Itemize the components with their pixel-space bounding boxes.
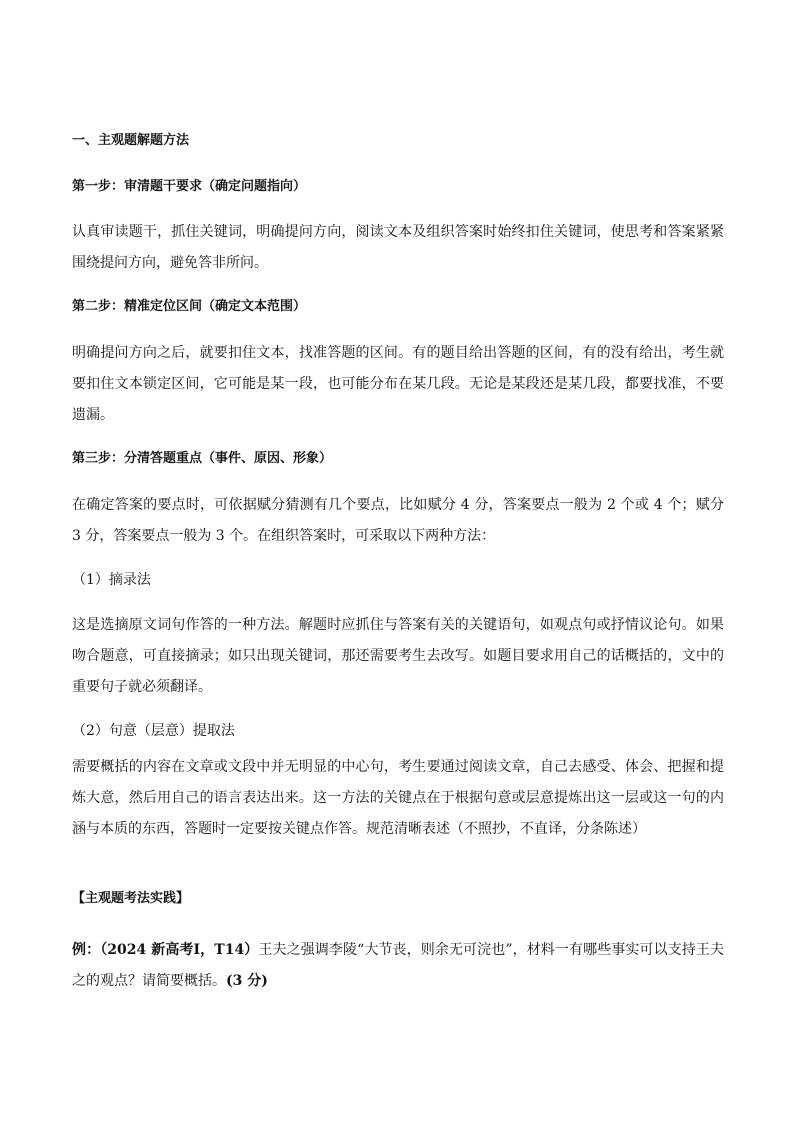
step3-heading: 第三步：分清答题重点（事件、原因、形象） — [72, 451, 333, 466]
step3-body: 在确定答案的要点时，可依据赋分猜测有几个要点，比如赋分 4 分，答案要点一般为 2 个或 4 个；赋分 3 分，答案要点一般为 3 个。在组织答案时，可采取以下两种方法： — [72, 497, 724, 544]
method2-body: 需要概括的内容在文章或文段中并无明显的中心句，考生要通过阅读文章，自己去感受、体会、把握和提炼大意，然后用自己的语言表达出来。这一方法的关键点在于根据句意或层意提炼出这一层或这一句的内涵与本质的东西，答题时一定要按关键点作答。规范清晰表述（不照抄，不直译，分条陈述） — [72, 759, 724, 837]
section-title: 一、主观题解题方法 — [72, 133, 190, 148]
step2-heading: 第二步：精准定位区间（确定文本范围） — [72, 299, 307, 314]
example-label: 例：（2024 新高考Ⅰ，T14） — [72, 942, 259, 958]
example-question — [72, 935, 724, 997]
method1-title: （1）摘录法 — [72, 572, 151, 588]
practice-title: 【主观题考法实践】 — [72, 891, 190, 906]
step1-body: 认真审读题干，抓住关键词，明确提问方向，阅读文本及组织答案时始终扣住关键词，使思考和答案紧紧围绕提问方向，避免答非所问。 — [72, 224, 724, 271]
method2-title: （2）句意（层意）提取法 — [72, 723, 235, 739]
method1-body: 这是选摘原文词句作答的一种方法。解题时应抓住与答案有关的关键语句，如观点句或抒情议论句。如果吻合题意，可直接摘录；如只出现关键词，那还需要考生去改写。如题目要求用自己的话概括的，文中的重要句子就必须翻译。 — [72, 617, 724, 695]
example-body: 王夫之强调李陵“大节丧，则余无可浣也”，材料一有哪些事实可以支持王夫之的观点？请简要概括。 — [72, 942, 724, 989]
example-score: (3 分) — [226, 973, 268, 989]
step1-heading: 第一步：审清题干要求（确定问题指向） — [72, 179, 307, 194]
step2-body: 明确提问方向之后，就要扣住文本，找准答题的区间。有的题目给出答题的区间，有的没有给出，考生就要扣住文本锁定区间，它可能是某一段，也可能分布在某几段。无论是某段还是某几段，都要找准，不要遗漏。 — [72, 345, 724, 423]
